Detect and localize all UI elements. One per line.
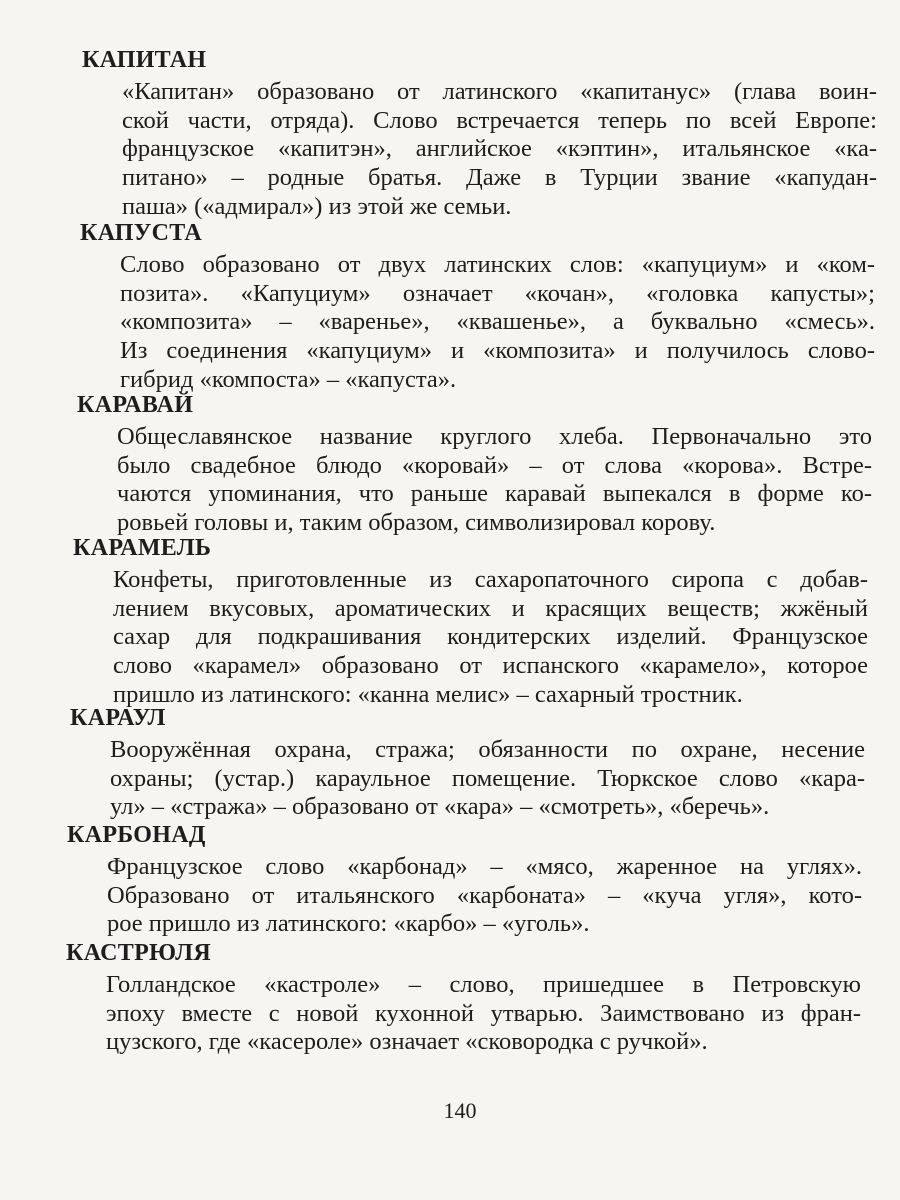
definition-line: охраны; (устар.) караульное помещение. Тюркское слово «кара- bbox=[110, 764, 865, 792]
definition-line: было свадебное блюдо «коровай» – от слова «корова». Встре- bbox=[117, 451, 872, 479]
entry-headword: КАРАВАЙ bbox=[77, 392, 194, 418]
definition-line: чаются упоминания, что раньше каравай выпекался в форме ко- bbox=[117, 480, 872, 508]
definition-line: Французское слово «карбонад» – «мясо, жаренное на углях». bbox=[107, 853, 862, 880]
dictionary-entry bbox=[66, 938, 861, 1057]
entry-headword: КАСТРЮЛЯ bbox=[66, 940, 211, 966]
entry-headword: КАПИТАН bbox=[82, 47, 207, 73]
dictionary-entry bbox=[80, 218, 875, 394]
definition-line: паша» («адмирал») из этой же семьи. bbox=[122, 192, 512, 220]
definition-line: Из соединения «капуциум» и «композита» и получилось слово- bbox=[120, 337, 875, 365]
entry-definition bbox=[120, 251, 875, 394]
definition-line: цузского, где «касероле» означает «сковородка с ручкой». bbox=[106, 1028, 708, 1056]
definition-line: сахар для подкрашивания кондитерских изделий. Французское bbox=[113, 623, 868, 651]
definition-line: слово «карамел» образовано от испанского «карамело», которое bbox=[113, 652, 868, 680]
entry-headword: КАРАУЛ bbox=[70, 705, 166, 731]
definition-line: ровьей головы и, таким образом, символизировал корову. bbox=[117, 509, 716, 537]
entry-headword: КАРБОНАД bbox=[67, 822, 206, 848]
dictionary-entry bbox=[82, 45, 877, 221]
definition-line: Конфеты, приготовленные из сахаропаточного сиропа с добав- bbox=[113, 566, 868, 593]
entry-headword: КАРАМЕЛЬ bbox=[73, 535, 212, 561]
definition-line: Голландское «кастроле» – слово, пришедшее в Петровскую bbox=[106, 971, 861, 998]
entry-definition bbox=[110, 736, 865, 822]
definition-line: ской части, отряда). Слово встречается теперь по всей Европе: bbox=[122, 106, 877, 134]
definition-line: Образовано от итальянского «карбоната» – «куча угля», кото- bbox=[107, 881, 862, 909]
dictionary-entry bbox=[73, 533, 868, 709]
page-number: 140 bbox=[443, 1098, 477, 1123]
definition-line: рое пришло из латинского: «карбо» – «уголь». bbox=[107, 910, 590, 938]
definition-line: «композита» – «варенье», «квашенье», а буквально «смесь». bbox=[120, 308, 875, 336]
dictionary-entry bbox=[67, 820, 862, 939]
entry-definition bbox=[113, 566, 868, 709]
entry-definition bbox=[117, 423, 872, 538]
definition-line: «Капитан» образовано от латинского «капитанус» (глава воин- bbox=[122, 78, 877, 105]
definition-line: эпоху вместе с новой кухонной утварью. Заимствовано из фран- bbox=[106, 999, 861, 1027]
dictionary-entry bbox=[77, 390, 872, 538]
entry-headword: КАПУСТА bbox=[80, 220, 202, 246]
entry-definition bbox=[122, 78, 877, 221]
definition-line: пришло из латинского: «канна мелис» – сахарный тростник. bbox=[113, 680, 743, 708]
definition-line: гибрид «компоста» – «капуста». bbox=[120, 365, 457, 393]
definition-line: позита». «Капуциум» означает «кочан», «головка капусты»; bbox=[120, 279, 875, 307]
definition-line: питано» – родные братья. Даже в Турции звание «капудан- bbox=[122, 164, 877, 192]
definition-line: ул» – «стража» – образовано от «кара» – «смотреть», «беречь». bbox=[110, 793, 770, 821]
definition-line: французское «капитэн», английское «кэптин», итальянское «ка- bbox=[122, 135, 877, 163]
definition-line: Общеславянское название круглого хлеба. Первоначально это bbox=[117, 423, 872, 450]
definition-line: лением вкусовых, ароматических и красящих веществ; жжёный bbox=[113, 594, 868, 622]
entry-definition bbox=[107, 853, 862, 939]
definition-line: Вооружённая охрана, стража; обязанности по охране, несение bbox=[110, 736, 865, 763]
dictionary-entry bbox=[70, 703, 865, 822]
definition-line: Слово образовано от двух латинских слов: «капуциум» и «ком- bbox=[120, 251, 875, 278]
entry-definition bbox=[106, 971, 861, 1057]
